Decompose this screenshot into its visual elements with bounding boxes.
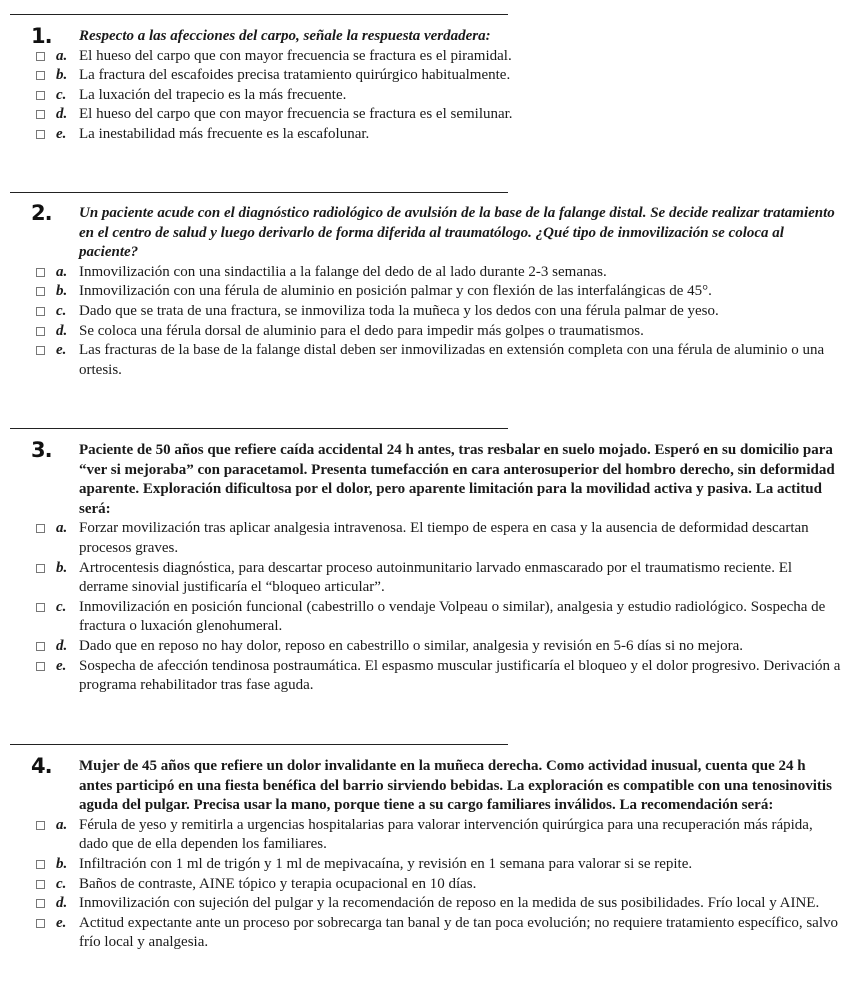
option-text: Se coloca una férula dorsal de aluminio para el dedo para impedir más golpes o traumatismos. (79, 322, 644, 339)
option-c[interactable] (0, 598, 857, 637)
checkbox[interactable] (36, 307, 45, 316)
checkbox[interactable] (36, 662, 45, 671)
option-letter: c. (56, 86, 67, 103)
option-text: Artrocentesis diagnóstica, para descartar proceso autoinmunitario larvado enmascarado por el traumatismo reciente. El derrame sinovial justificaría el “bloqueo articular”. (79, 559, 793, 596)
option-e[interactable] (0, 914, 857, 953)
option-b[interactable] (0, 282, 857, 302)
option-letter: b. (56, 67, 68, 84)
question-number: 3. (31, 438, 52, 462)
option-text: La inestabilidad más frecuente es la escafolunar. (79, 125, 370, 142)
checkbox[interactable] (36, 110, 45, 119)
option-letter: d. (56, 106, 68, 123)
option-text: Baños de contraste, AINE tópico y terapia ocupacional en 10 días. (79, 875, 477, 892)
option-letter: a. (56, 520, 68, 537)
option-text: La luxación del trapecio es la más frecuente. (79, 86, 347, 103)
option-text: Actitud expectante ante un proceso por sobrecarga tan banal y de tan poca evolución; no requiere tratamiento específico, salvo frío local y analgesia. (79, 914, 839, 951)
option-text: La fractura del escafoides precisa tratamiento quirúrgico habitualmente. (79, 67, 511, 84)
option-d[interactable] (0, 105, 857, 125)
checkbox[interactable] (36, 346, 45, 355)
checkbox[interactable] (36, 919, 45, 928)
option-d[interactable] (0, 322, 857, 342)
question-1 (0, 24, 857, 145)
option-text: Inmovilización con una sindactilia a la falange del dedo de al lado durante 2-3 semanas. (79, 263, 607, 280)
option-c[interactable] (0, 86, 857, 106)
option-text: Inmovilización con una férula de aluminio en posición palmar y con flexión de las interfalángicas de 45°. (79, 283, 712, 300)
option-letter: d. (56, 637, 68, 654)
checkbox[interactable] (36, 564, 45, 573)
question-2 (0, 201, 857, 380)
question-stem: Un paciente acude con el diagnóstico radiológico de avulsión de la base de la falange distal. Se decide realizar tratamiento en el centro de salud y luego derivarlo de forma diferida al traumatólogo. ¿Qué tipo de inmovilización se coloca al paciente? (79, 205, 835, 261)
option-letter: a. (56, 47, 68, 64)
checkbox[interactable] (36, 327, 45, 336)
question-stem: Mujer de 45 años que refiere un dolor invalidante en la muñeca derecha. Como actividad inusual, cuenta que 24 h antes participó en una fiesta benéfica del barrio sirviendo bebidas. La exploración es compatible con una tenosinovitis aguda del pulgar. Precisa usar la mano, porque tiene a su cargo familiares inválidos. La recomendación será: (79, 758, 832, 814)
option-b[interactable] (0, 855, 857, 875)
checkbox[interactable] (36, 52, 45, 61)
option-letter: d. (56, 895, 68, 912)
question-3 (0, 438, 857, 696)
option-e[interactable] (0, 341, 857, 380)
checkbox[interactable] (36, 860, 45, 869)
question-number: 1. (31, 24, 52, 48)
question-stem: Paciente de 50 años que refiere caída accidental 24 h antes, tras resbalar en suelo mojado. Esperó en su domicilio para “ver si mejoraba” con paracetamol. Presenta tumefacción en cara anterosuperior del hombro derecho, sin deformidad aparente. Exploración dificultosa por el dolor, pero aparente limitación para la movilidad activa y pasiva. La actitud será: (79, 442, 835, 517)
option-letter: e. (56, 914, 67, 931)
option-letter: d. (56, 322, 68, 339)
option-c[interactable] (0, 302, 857, 322)
option-text: Las fracturas de la base de la falange distal deben ser inmovilizadas en extensión completa con una férula de aluminio o una ortesis. (79, 342, 825, 378)
option-a[interactable] (0, 519, 857, 558)
checkbox[interactable] (36, 821, 45, 830)
option-c[interactable] (0, 875, 857, 895)
option-text: Férula de yeso y remitirla a urgencias hospitalarias para valorar intervención quirúrgica para una recuperación más rápida, dado que de ella dependen los familiares. (79, 816, 813, 853)
checkbox[interactable] (36, 642, 45, 651)
option-letter: c. (56, 598, 67, 615)
option-text: Inmovilización con sujeción del pulgar y la recomendación de reposo en la medida de sus posibilidades. Frío local y AINE. (79, 895, 820, 912)
option-letter: e. (56, 342, 67, 359)
option-letter: b. (56, 283, 68, 300)
checkbox[interactable] (36, 287, 45, 296)
question-4 (0, 754, 857, 953)
option-d[interactable] (0, 637, 857, 657)
option-d[interactable] (0, 894, 857, 914)
option-letter: e. (56, 657, 67, 674)
checkbox[interactable] (36, 91, 45, 100)
option-letter: a. (56, 263, 68, 280)
option-letter: c. (56, 875, 67, 892)
checkbox[interactable] (36, 524, 45, 533)
option-text: El hueso del carpo que con mayor frecuencia se fractura es el semilunar. (79, 106, 513, 123)
option-letter: b. (56, 855, 68, 872)
option-text: Dado que se trata de una fractura, se inmoviliza toda la muñeca y los dedos con una férula palmar de yeso. (79, 302, 719, 319)
option-text: Inmovilización en posición funcional (cabestrillo o vendaje Volpeau o similar), analgesia y estudio radiológico. Sospecha de fractura o luxación glenohumeral. (79, 598, 826, 635)
checkbox[interactable] (36, 603, 45, 612)
checkbox[interactable] (36, 268, 45, 277)
checkbox[interactable] (36, 880, 45, 889)
option-a[interactable] (0, 47, 857, 67)
option-text: Sospecha de afección tendinosa postraumática. El espasmo muscular justificaría el bloqueo y el dolor progresivo. Derivación a programa rehabilitador tras fase aguda. (79, 657, 841, 694)
option-a[interactable] (0, 816, 857, 855)
option-letter: c. (56, 302, 67, 319)
checkbox[interactable] (36, 71, 45, 80)
option-letter: b. (56, 559, 68, 576)
option-letter: e. (56, 125, 67, 142)
checkbox[interactable] (36, 130, 45, 139)
option-text: Dado que en reposo no hay dolor, reposo en cabestrillo o similar, analgesia y revisión en 5-6 días si no mejora. (79, 637, 744, 654)
option-e[interactable] (0, 125, 857, 145)
question-number: 4. (31, 754, 52, 778)
option-b[interactable] (0, 559, 857, 598)
option-text: Forzar movilización tras aplicar analgesia intravenosa. El tiempo de espera en casa y la ausencia de deformidad descartan procesos graves. (79, 520, 809, 556)
question-stem: Respecto a las afecciones del carpo, señale la respuesta verdadera: (79, 28, 491, 44)
checkbox[interactable] (36, 899, 45, 908)
divider-rule (10, 428, 508, 429)
option-e[interactable] (0, 657, 857, 696)
option-a[interactable] (0, 263, 857, 283)
divider-rule (10, 192, 508, 193)
divider-rule (10, 14, 508, 15)
option-letter: a. (56, 816, 68, 833)
option-text: Infiltración con 1 ml de trigón y 1 ml de mepivacaína, y revisión en 1 semana para valorar si se repite. (79, 855, 693, 872)
option-b[interactable] (0, 66, 857, 86)
option-text: El hueso del carpo que con mayor frecuencia se fractura es el piramidal. (79, 47, 512, 64)
question-number: 2. (31, 201, 52, 225)
divider-rule (10, 744, 508, 745)
